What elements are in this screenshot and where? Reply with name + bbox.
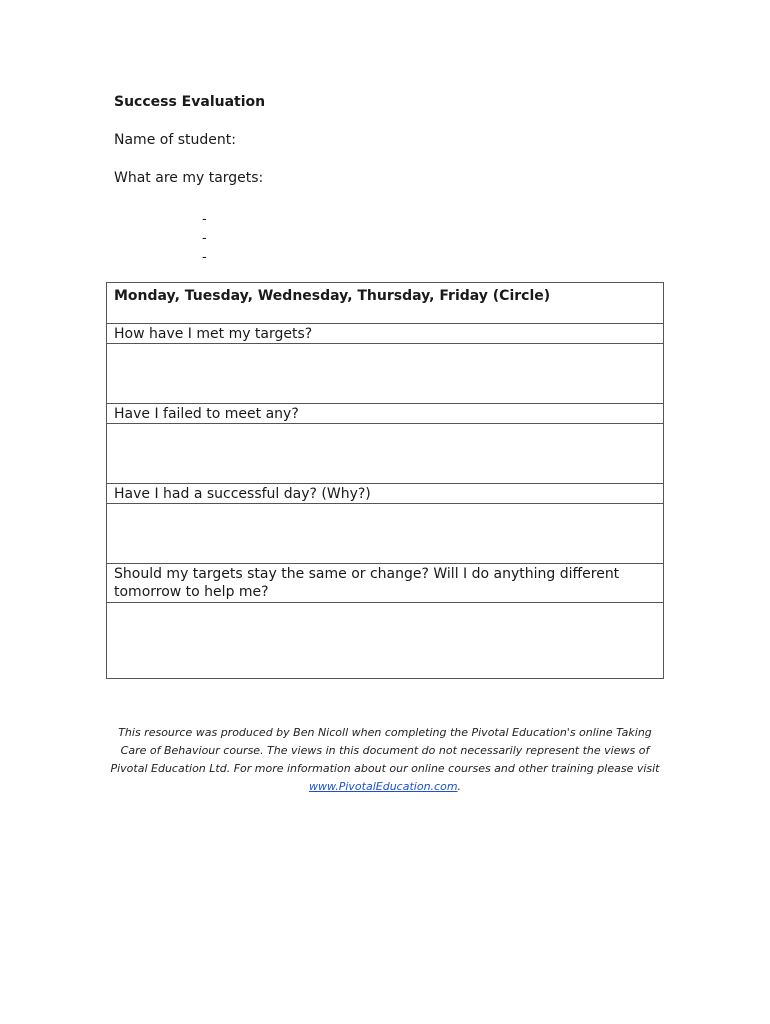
student-name-label: Name of student:: [114, 132, 236, 148]
question-met-targets: How have I met my targets?: [107, 324, 663, 344]
page-title: Success Evaluation: [114, 94, 266, 110]
question-failed-targets: Have I failed to meet any?: [107, 404, 663, 424]
answer-box-failed-targets[interactable]: [107, 424, 663, 484]
pivotal-education-link[interactable]: www.PivotalEducation.com: [308, 780, 458, 793]
target-item: -: [202, 212, 207, 227]
target-item: -: [202, 231, 207, 246]
answer-box-met-targets[interactable]: [107, 344, 663, 404]
footer-text: This resource was produced by Ben Nicoll when completing the Pivotal Education's online Taking Care of Behaviour course. The views in this document do not necessarily represent the views of Pivotal Education Ltd. For more information about our online courses and other training please visit: [110, 726, 660, 775]
footer-note: [110, 724, 660, 796]
footer-end: .: [457, 780, 462, 793]
answer-box-successful-day[interactable]: [107, 504, 663, 564]
question-successful-day: Have I had a successful day? (Why?): [107, 484, 663, 504]
answer-box-targets-change[interactable]: [107, 603, 663, 678]
target-item: -: [202, 250, 207, 265]
evaluation-table: [106, 282, 664, 679]
targets-label: What are my targets:: [114, 170, 264, 186]
days-row: Monday, Tuesday, Wednesday, Thursday, Friday (Circle): [107, 283, 663, 324]
target-list: [202, 210, 207, 267]
question-targets-change: Should my targets stay the same or change? Will I do anything different tomorrow to help me?: [107, 564, 663, 603]
